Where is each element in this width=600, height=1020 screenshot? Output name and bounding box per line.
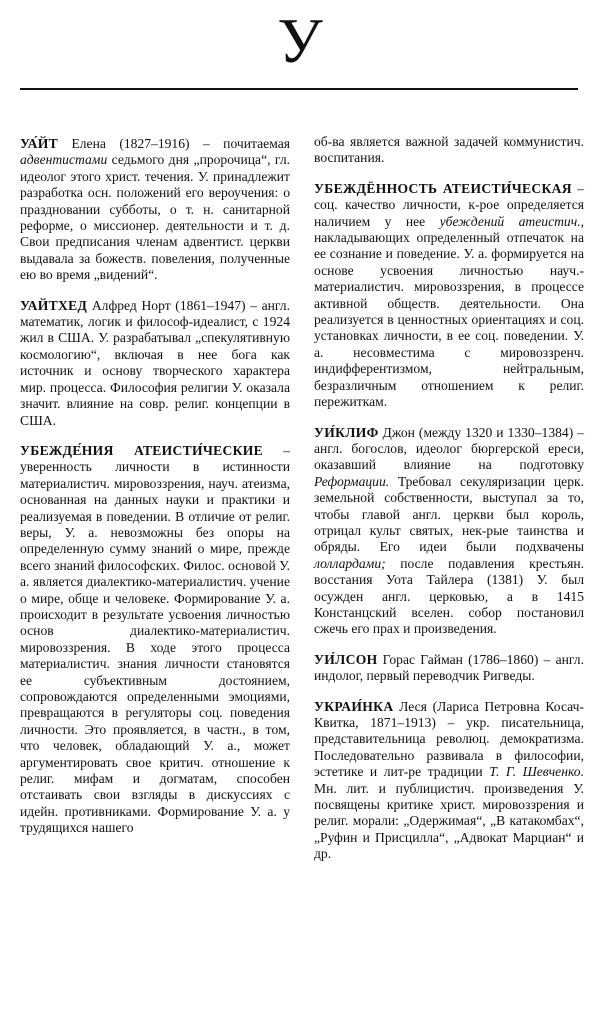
section-letter: У <box>277 5 323 76</box>
dictionary-entry <box>314 181 584 411</box>
entry-text: седьмого дня „пророчица“, гл. идеолог этого христ. течения. У. принадлежит разработка осн. положений его вероучения: о праздновании субботы, о т. н. санитарной реформе, о миссионер. деятельности и т. д. Свои предписания членам адвентист. церкви выдавала за божеств. повеления, полученные ею во время „видений“. <box>20 152 290 283</box>
dictionary-entry <box>20 298 290 429</box>
entry-text: – соц. качество личности, к-рое определяется наличием у нее <box>314 180 584 229</box>
dictionary-entry <box>314 699 584 863</box>
entry-text: Алфред Норт (1861–1947) – англ. математик, логик и философ-идеалист, с 1924 жил в США. У. разрабатывал „спекулятивную космологию“, включая в нее бога как источник и основу творческого характера мир. процесса. Философия религии У. оказала значит. влияние на совр. религ. концепции в США. <box>20 297 290 428</box>
entry-crossref: адвентистами <box>20 152 108 168</box>
entry-text: , накладывающих определенный отпечаток на ее сознание и поведение. У. а. формируется на основе усвоения личностью науч.-материалистич. мировоззрения, в процессе активной обществ. деятельности. Она реализуется в ценностных ориентациях и соц. установках личности, в ее соц. поведении. У. а. несовместима с мировоззренч. индифферентизмом, нейтральным, безразличным отношением к религ. пережиткам. <box>314 213 585 410</box>
entry-text: Елена (1827–1916) – почитаемая <box>58 136 290 151</box>
entry-text: – уверенность личности в истинности материалистич. мировоззрения, науч. атеизма, основанная на данных науки и практики и реализуемая в поведении. В отличие от религ. веры, У. а. невозможны без опоры на определенную сумму знаний о мире, прежде всего знаний философских. Филос. основой У. а. является диалектико-материалистич. учение о мире, обще и человеке. Формирование У. а. происходит в результате усвоения личностью основ диалектико-материалистич. мировоззрения. В ходе этого процесса материалистич. знания личности становятся ее субъективным достоянием, сопровождаются определенными эмоциями, превращаются в регуляторы соц. поведения личности. Это проявляется, в частн., в том, что человек, обладающий У. а., может аргументировать свое критич. отношение к религ. мифам и догматам, способен отстаивать свои взгляды в дискуссиях с идейн. противниками. Формирование У. а. у трудящихся нашего <box>20 442 290 836</box>
dictionary-entry <box>314 652 584 685</box>
entry-crossref: Т. Г. Шевченко. <box>489 764 584 780</box>
entry-headword: УБЕЖДЁННОСТЬ АТЕИСТИ́ЧЕСКАЯ <box>314 180 572 196</box>
entry-headword: УИ́КЛИФ <box>314 424 379 440</box>
dictionary-entry <box>314 425 584 638</box>
entry-text: после подавления крестьян. восстания Уота Тайлера (1381) У. был осужден англ. церковью, а в 1415 Констанцский вселен. собор постановил сжечь его прах и произведения. <box>314 555 584 637</box>
dictionary-entry <box>20 443 290 837</box>
entry-crossref: Реформации. <box>314 473 390 489</box>
entry-text: Леся (Лариса Петровна Косач-Квитка, 1871–1913) – укр. писательница, представительница революц. демократизма. Последовательно развивала в философии, эстетике и лит-ре традиции <box>314 698 584 780</box>
entry-text: Джон (между 1320 и 1330–1384) – англ. богослов, идеолог бюргерской ереси, оказавший влияние на подготовку <box>314 424 584 473</box>
entry-headword: УИ́ЛСОН <box>314 651 378 667</box>
left-column <box>20 136 290 851</box>
right-column <box>314 134 584 877</box>
entry-continuation <box>314 134 584 167</box>
entry-crossref: лоллардами; <box>314 555 386 571</box>
entry-headword: УА́ЙТ <box>20 136 59 151</box>
entry-crossref: убеждений атеистич. <box>439 213 581 229</box>
entry-headword: УБЕЖДЕ́НИЯ АТЕИСТИ́ЧЕСКИЕ <box>20 442 264 458</box>
entry-headword: УАЙТХЕД <box>20 297 88 313</box>
entry-text: об-ва является важной задачей коммунистич. воспитания. <box>314 134 584 166</box>
entry-text: Мн. лит. и публицистич. произведения У. посвящены критике христ. мировоззрения и религ. морали: „Одержимая“, „В катакомбах“, „Руфин и Присцилла“, „Адвокат Марциан“ и др. <box>314 780 584 862</box>
entry-text: Требовал секуляризации церк. земельной собственности, выступал за то, чтобы главой англ. церкви был король, отрицал культ святых, нек-рые таинства и обряды. Его идеи были подхвачены <box>314 473 584 555</box>
entry-text: Горас Гайман (1786–1860) – англ. индолог, первый переводчик Ригведы. <box>314 651 584 684</box>
dictionary-entry <box>20 136 290 284</box>
entry-headword: УКРАИ́НКА <box>314 698 394 714</box>
header-rule <box>20 88 578 90</box>
